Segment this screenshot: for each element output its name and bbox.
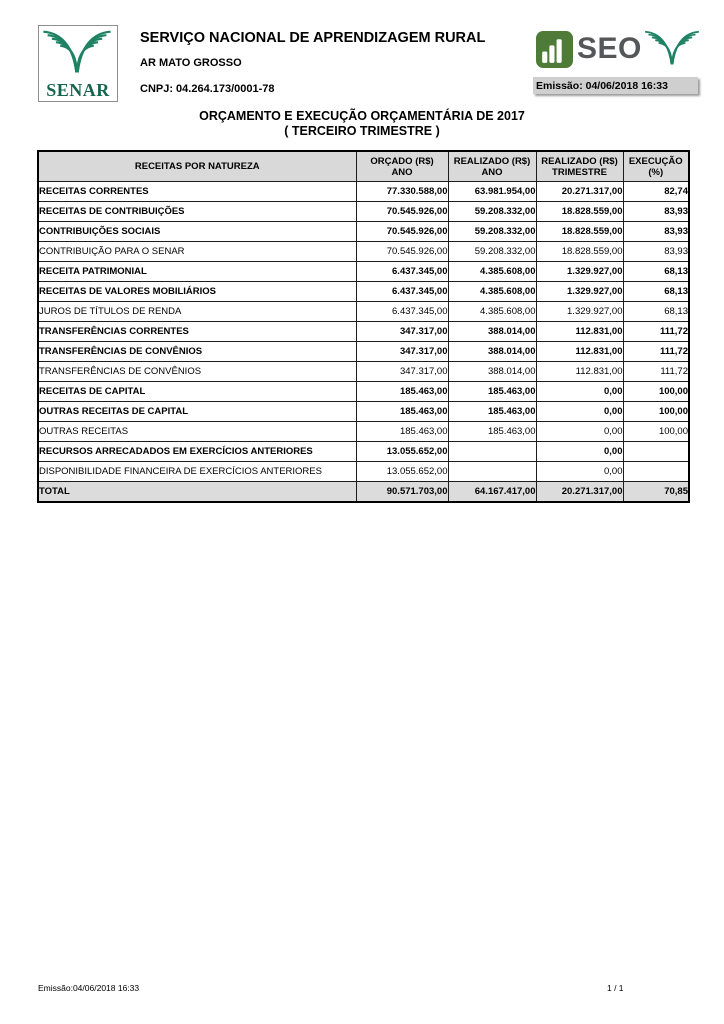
row-value: 112.831,00 [536, 342, 623, 362]
footer-page-number: 1 / 1 [607, 983, 624, 993]
col-execucao-pct [623, 151, 689, 182]
row-value: 0,00 [536, 422, 623, 442]
row-value: 18.828.559,00 [536, 242, 623, 262]
table-row [38, 342, 689, 362]
table-row [38, 362, 689, 382]
table-header-row [38, 151, 689, 182]
row-value [448, 462, 536, 482]
row-label: TRANSFERÊNCIAS DE CONVÊNIOS [38, 362, 356, 382]
row-value: 18.828.559,00 [536, 222, 623, 242]
row-value: 388.014,00 [448, 362, 536, 382]
row-value: 4.385.608,00 [448, 282, 536, 302]
row-label: JUROS DE TÍTULOS DE RENDA [38, 302, 356, 322]
seo-senar-arcs-icon [644, 29, 700, 67]
table-header [38, 151, 689, 182]
total-realizado-trimestre: 20.271.317,00 [536, 482, 623, 503]
table-row [38, 402, 689, 422]
budget-table [37, 150, 690, 503]
table-row [38, 262, 689, 282]
row-value: 1.329.927,00 [536, 282, 623, 302]
row-value: 68,13 [623, 302, 689, 322]
seo-logo-text: SEO [577, 32, 642, 65]
row-value: 0,00 [536, 462, 623, 482]
col-label: EXECUÇÃO [628, 155, 683, 167]
senar-logo [38, 25, 118, 102]
table-row [38, 442, 689, 462]
row-label: RECEITA PATRIMONIAL [38, 262, 356, 282]
col-label: RECEITAS POR NATUREZA [134, 161, 260, 172]
table-row [38, 322, 689, 342]
row-value: 347.317,00 [356, 322, 448, 342]
row-value: 100,00 [623, 402, 689, 422]
total-row [38, 482, 689, 503]
row-value: 6.437.345,00 [356, 302, 448, 322]
col-label: (%) [648, 166, 664, 178]
table-total-section [38, 482, 689, 503]
row-value: 185.463,00 [448, 382, 536, 402]
col-label: ORÇADO (R$) [370, 155, 434, 167]
row-value [623, 462, 689, 482]
row-value: 83,93 [623, 202, 689, 222]
row-label: RECEITAS DE CAPITAL [38, 382, 356, 402]
col-orcado-ano [356, 151, 448, 182]
row-value: 82,74 [623, 182, 689, 202]
row-value: 83,93 [623, 242, 689, 262]
row-value [623, 442, 689, 462]
row-label: RECEITAS DE CONTRIBUIÇÕES [38, 202, 356, 222]
col-label: ANO [481, 166, 503, 178]
row-value: 70.545.926,00 [356, 222, 448, 242]
row-value: 112.831,00 [536, 322, 623, 342]
row-value: 4.385.608,00 [448, 302, 536, 322]
row-value: 70.545.926,00 [356, 242, 448, 262]
row-value: 59.208.332,00 [448, 222, 536, 242]
seo-bars-icon [536, 31, 573, 68]
row-value: 388.014,00 [448, 342, 536, 362]
row-value: 111,72 [623, 342, 689, 362]
row-value: 112.831,00 [536, 362, 623, 382]
row-label: TRANSFERÊNCIAS DE CONVÊNIOS [38, 342, 356, 362]
row-value: 100,00 [623, 422, 689, 442]
row-value: 4.385.608,00 [448, 262, 536, 282]
row-value: 13.055.652,00 [356, 442, 448, 462]
table-body [38, 182, 689, 482]
row-value: 111,72 [623, 322, 689, 342]
row-label: CONTRIBUIÇÃO PARA O SENAR [38, 242, 356, 262]
col-label: TRIMESTRE [552, 166, 607, 178]
row-value: 1.329.927,00 [536, 302, 623, 322]
row-label: RECEITAS DE VALORES MOBILIÁRIOS [38, 282, 356, 302]
total-realizado-ano: 64.167.417,00 [448, 482, 536, 503]
table-row [38, 242, 689, 262]
row-value: 20.271.317,00 [536, 182, 623, 202]
table-row [38, 282, 689, 302]
report-title-line1: ORÇAMENTO E EXECUÇÃO ORÇAMENTÁRIA DE 2017 [199, 109, 525, 123]
row-value: 0,00 [536, 402, 623, 422]
col-label: REALIZADO (R$) [541, 155, 618, 167]
row-value: 0,00 [536, 382, 623, 402]
row-value: 77.330.588,00 [356, 182, 448, 202]
org-cnpj: CNPJ: 04.264.173/0001-78 [140, 83, 275, 95]
footer-emission: Emissão:04/06/2018 16:33 [38, 983, 140, 993]
row-value: 68,13 [623, 282, 689, 302]
row-label: RECURSOS ARRECADADOS EM EXERCÍCIOS ANTERIORES [38, 442, 356, 462]
row-value: 185.463,00 [356, 402, 448, 422]
row-value: 347.317,00 [356, 342, 448, 362]
col-realizado-trimestre [536, 151, 623, 182]
col-receitas-por-natureza [38, 151, 356, 182]
table-row [38, 382, 689, 402]
row-value: 6.437.345,00 [356, 282, 448, 302]
row-value: 18.828.559,00 [536, 202, 623, 222]
table-row [38, 462, 689, 482]
row-value: 83,93 [623, 222, 689, 242]
row-value: 388.014,00 [448, 322, 536, 342]
row-label: CONTRIBUIÇÕES SOCIAIS [38, 222, 356, 242]
total-orcado: 90.571.703,00 [356, 482, 448, 503]
row-value: 185.463,00 [356, 422, 448, 442]
org-header [140, 30, 530, 95]
table-row [38, 182, 689, 202]
total-execucao: 70,85 [623, 482, 689, 503]
senar-logo-text: SENAR [46, 80, 110, 100]
row-value: 185.463,00 [448, 422, 536, 442]
table-row [38, 302, 689, 322]
row-label: DISPONIBILIDADE FINANCEIRA DE EXERCÍCIOS ANTERIORES [38, 462, 356, 482]
row-label: OUTRAS RECEITAS DE CAPITAL [38, 402, 356, 422]
row-value: 111,72 [623, 362, 689, 382]
org-name: SERVIÇO NACIONAL DE APRENDIZAGEM RURAL [140, 30, 486, 46]
row-value: 6.437.345,00 [356, 262, 448, 282]
total-label: TOTAL [38, 482, 356, 503]
row-label: RECEITAS CORRENTES [38, 182, 356, 202]
row-value [448, 442, 536, 462]
org-branch: AR MATO GROSSO [140, 57, 242, 69]
row-value: 59.208.332,00 [448, 242, 536, 262]
row-value: 63.981.954,00 [448, 182, 536, 202]
report-title [0, 109, 724, 139]
table-row [38, 202, 689, 222]
col-label: ANO [391, 166, 413, 178]
table-row [38, 222, 689, 242]
row-value: 68,13 [623, 262, 689, 282]
row-label: TRANSFERÊNCIAS CORRENTES [38, 322, 356, 342]
row-value: 100,00 [623, 382, 689, 402]
row-value: 13.055.652,00 [356, 462, 448, 482]
col-realizado-ano [448, 151, 536, 182]
row-value: 59.208.332,00 [448, 202, 536, 222]
col-label: REALIZADO (R$) [453, 155, 531, 167]
row-value: 347.317,00 [356, 362, 448, 382]
row-value: 185.463,00 [448, 402, 536, 422]
row-value: 1.329.927,00 [536, 262, 623, 282]
seo-logo [536, 27, 700, 71]
emission-label: Emissão: 04/06/2018 16:33 [533, 77, 698, 94]
row-value: 70.545.926,00 [356, 202, 448, 222]
report-title-line2: ( TERCEIRO TRIMESTRE ) [284, 124, 440, 138]
row-value: 185.463,00 [356, 382, 448, 402]
row-label: OUTRAS RECEITAS [38, 422, 356, 442]
senar-arcs-icon [42, 28, 112, 76]
table-row [38, 422, 689, 442]
row-value: 0,00 [536, 442, 623, 462]
